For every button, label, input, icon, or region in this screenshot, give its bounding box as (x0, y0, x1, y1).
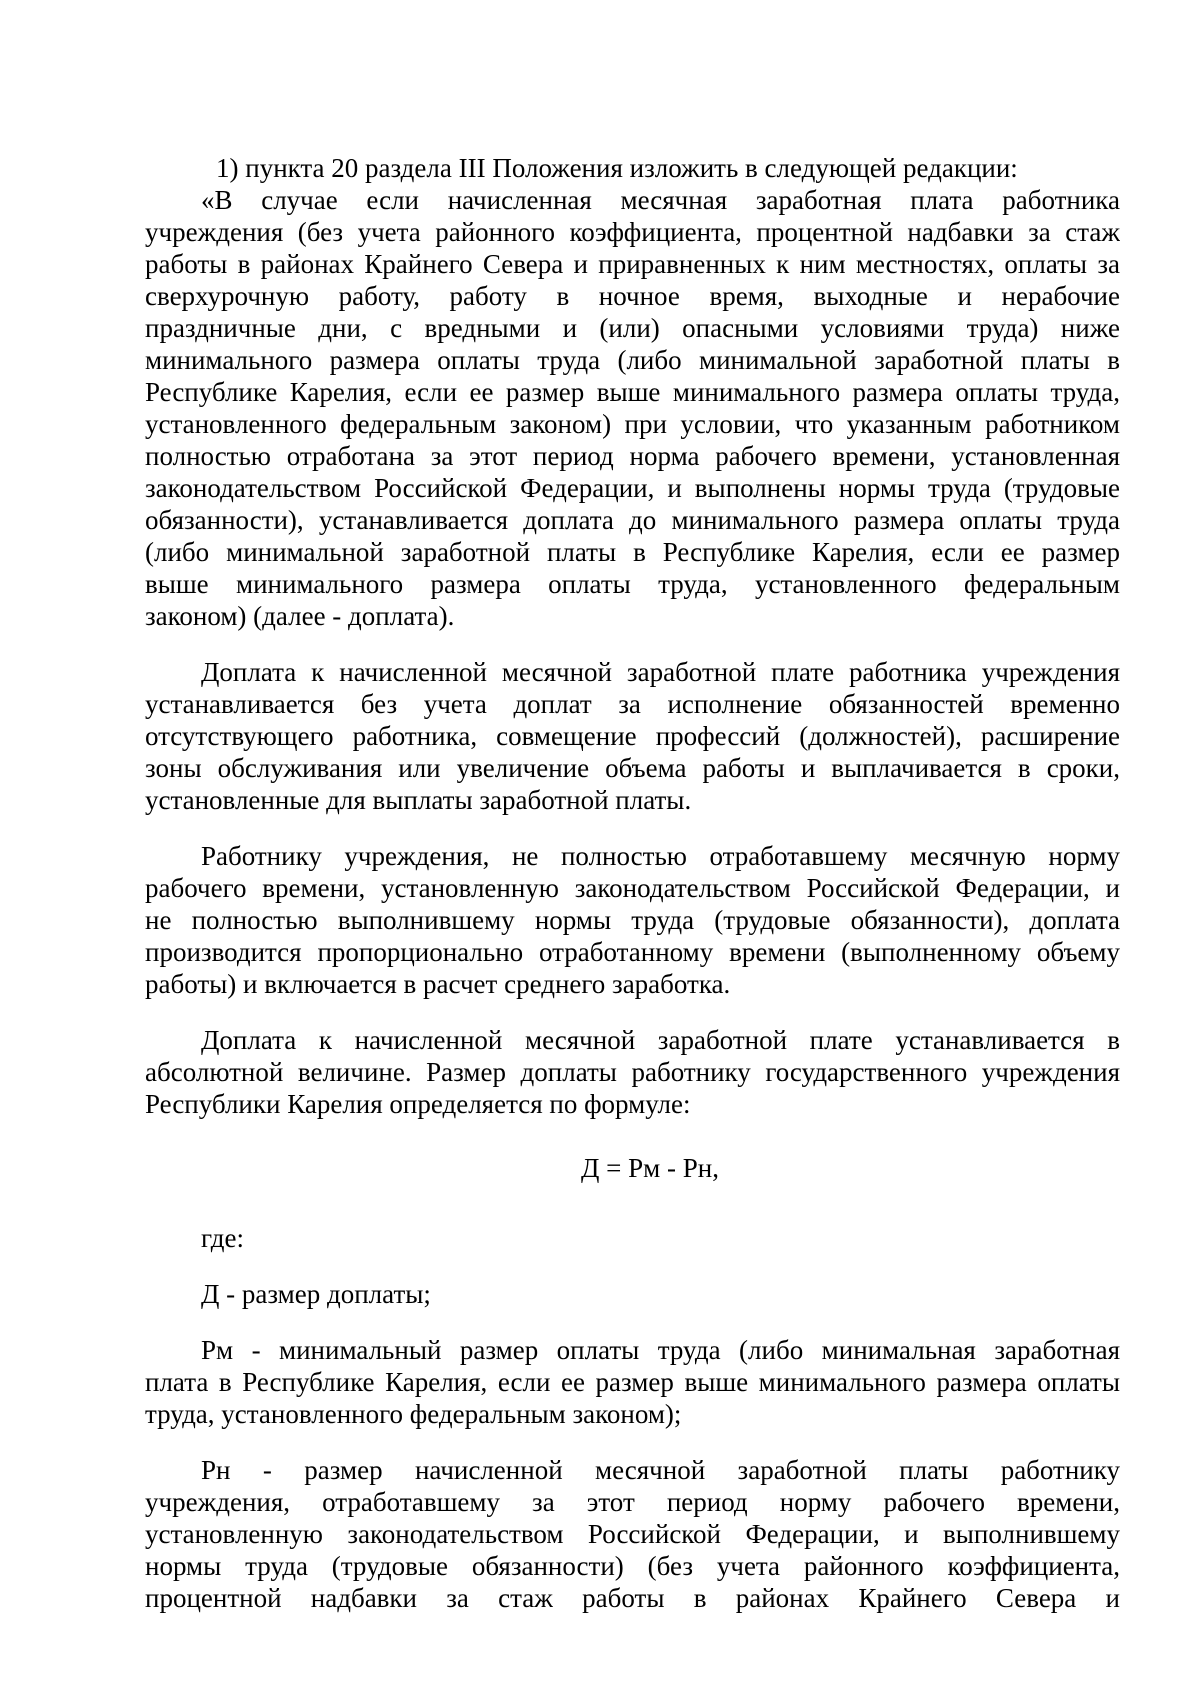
paragraph-3-line: работы) и включается в расчет среднего заработка. (145, 969, 731, 999)
definition-rn-line: процентной надбавки за стаж работы в районах Крайнего Севера и (145, 1583, 1120, 1613)
formula: Д = Рм - Рн, (581, 1153, 719, 1183)
paragraph-3-line: производится пропорционально отработанному времени (выполненному объему (145, 937, 1120, 967)
paragraph-1-line: сверхурочную работу, работу в ночное время, выходные и нерабочие (145, 281, 1120, 311)
paragraph-1-line: установленного федеральным законом) при условии, что указанным работником (145, 409, 1120, 439)
paragraph-3-line: не полностью выполнившему нормы труда (трудовые обязанности), доплата (145, 905, 1120, 935)
paragraph-1-line: полностью отработана за этот период норма рабочего времени, установленная (145, 441, 1120, 471)
paragraph-2-line: установленные для выплаты заработной платы. (145, 785, 692, 815)
paragraph-4-line: Доплата к начисленной месячной заработной плате устанавливается в (201, 1025, 1120, 1055)
definition-rn-line: установленную законодательством Российской Федерации, и выполнившему (145, 1519, 1120, 1549)
paragraph-1-line: законом) (далее - доплата). (145, 601, 455, 631)
definition-rn-line: нормы труда (трудовые обязанности) (без учета районного коэффициента, (145, 1551, 1120, 1581)
paragraph-1-line: Республике Карелия, если ее размер выше минимального размера оплаты труда, (145, 377, 1120, 407)
definition-rn-line: учреждения, отработавшему за этот период норму рабочего времени, (145, 1487, 1120, 1517)
definition-rm-line: Рм - минимальный размер оплаты труда (либо минимальная заработная (201, 1335, 1120, 1365)
definition-rm-line: труда, установленного федеральным законом); (145, 1399, 682, 1429)
where-label: где: (201, 1223, 244, 1253)
paragraph-2-line: отсутствующего работника, совмещение профессий (должностей), расширение (145, 721, 1120, 751)
paragraph-3-line: рабочего времени, установленную законодательством Российской Федерации, и (145, 873, 1120, 903)
paragraph-1-line: «В случае если начисленная месячная заработная плата работника (201, 185, 1120, 215)
paragraph-1-line: законодательством Российской Федерации, и выполнены нормы труда (трудовые (145, 473, 1120, 503)
paragraph-1-line: выше минимального размера оплаты труда, установленного федеральным (145, 569, 1120, 599)
definition-rm-line: плата в Республике Карелия, если ее размер выше минимального размера оплаты (145, 1367, 1120, 1397)
paragraph-4-line: абсолютной величине. Размер доплаты работнику государственного учреждения (145, 1057, 1120, 1087)
paragraph-1-line: (либо минимальной заработной платы в Республике Карелия, если ее размер (145, 537, 1120, 567)
paragraph-4-line: Республики Карелия определяется по формуле: (145, 1089, 691, 1119)
paragraph-3-line: Работнику учреждения, не полностью отработавшему месячную норму (201, 841, 1120, 871)
paragraph-1-line: минимального размера оплаты труда (либо минимальной заработной платы в (145, 345, 1120, 375)
definition-d: Д - размер доплаты; (201, 1279, 431, 1309)
item-heading: 1) пункта 20 раздела III Положения изложить в следующей редакции: (216, 153, 1018, 183)
definition-rn-line: Рн - размер начисленной месячной заработной платы работнику (201, 1455, 1120, 1485)
paragraph-2-line: Доплата к начисленной месячной заработной плате работника учреждения (201, 657, 1120, 687)
paragraph-2-line: зоны обслуживания или увеличение объема работы и выплачивается в сроки, (145, 753, 1120, 783)
paragraph-2-line: устанавливается без учета доплат за исполнение обязанностей временно (145, 689, 1120, 719)
paragraph-1-line: праздничные дни, с вредными и (или) опасными условиями труда) ниже (145, 313, 1120, 343)
paragraph-1-line: обязанности), устанавливается доплата до минимального размера оплаты труда (145, 505, 1120, 535)
paragraph-1-line: учреждения (без учета районного коэффициента, процентной надбавки за стаж (145, 217, 1120, 247)
paragraph-1-line: работы в районах Крайнего Севера и приравненных к ним местностях, оплаты за (145, 249, 1120, 279)
